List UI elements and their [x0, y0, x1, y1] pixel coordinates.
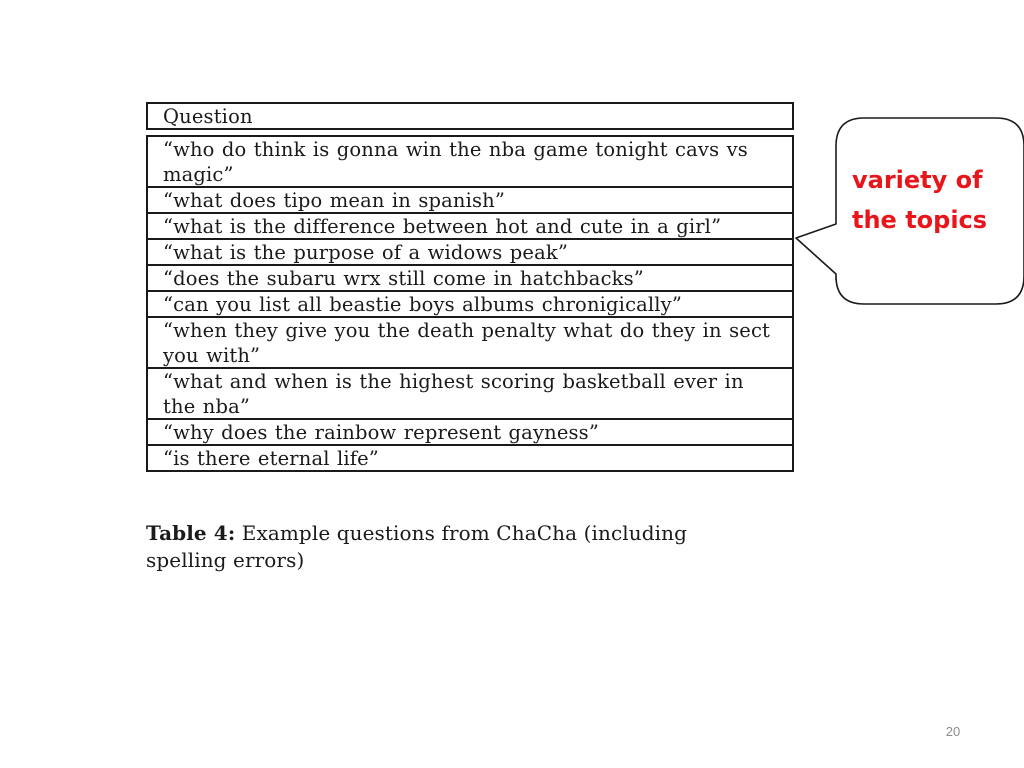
table-row-text: “what is the difference between hot and cute in a girl”	[163, 215, 722, 238]
table-row-text: “what is the purpose of a widows peak”	[163, 241, 568, 264]
table-caption	[146, 520, 756, 574]
callout-line-2: the topics	[852, 206, 988, 234]
table-row	[146, 418, 794, 446]
page-number: 20	[945, 724, 961, 739]
table-header-label: Question	[163, 105, 253, 128]
callout-line-1: variety of	[852, 166, 983, 194]
table-row	[146, 290, 794, 318]
table-row	[146, 264, 794, 292]
table-row-text: “why does the rainbow represent gayness”	[163, 421, 599, 444]
table-row-text: “what does tipo mean in spanish”	[163, 189, 505, 212]
table-row-text: “is there eternal life”	[163, 447, 379, 470]
table-row-text: “when they give you the death penalty what do they in sect you with”	[163, 319, 771, 367]
caption-text: Example questions from ChaCha (including spelling errors)	[146, 521, 688, 572]
table-row	[146, 444, 794, 472]
table-row-text: “does the subaru wrx still come in hatchbacks”	[163, 267, 644, 290]
table-row	[146, 135, 794, 188]
caption-label: Table 4:	[146, 521, 236, 545]
table-row	[146, 316, 794, 369]
table-row	[146, 367, 794, 420]
table-row	[146, 238, 794, 266]
table-row	[146, 212, 794, 240]
table-row-text: “who do think is gonna win the nba game tonight cavs vs magic”	[163, 138, 748, 186]
callout-text	[852, 160, 1002, 240]
table-row-text: “what and when is the highest scoring basketball ever in the nba”	[163, 370, 744, 418]
speech-bubble-callout	[794, 116, 1024, 306]
questions-table	[146, 102, 794, 472]
table-header	[146, 102, 794, 130]
table-row-text: “can you list all beastie boys albums chronigically”	[163, 293, 682, 316]
table-row	[146, 186, 794, 214]
